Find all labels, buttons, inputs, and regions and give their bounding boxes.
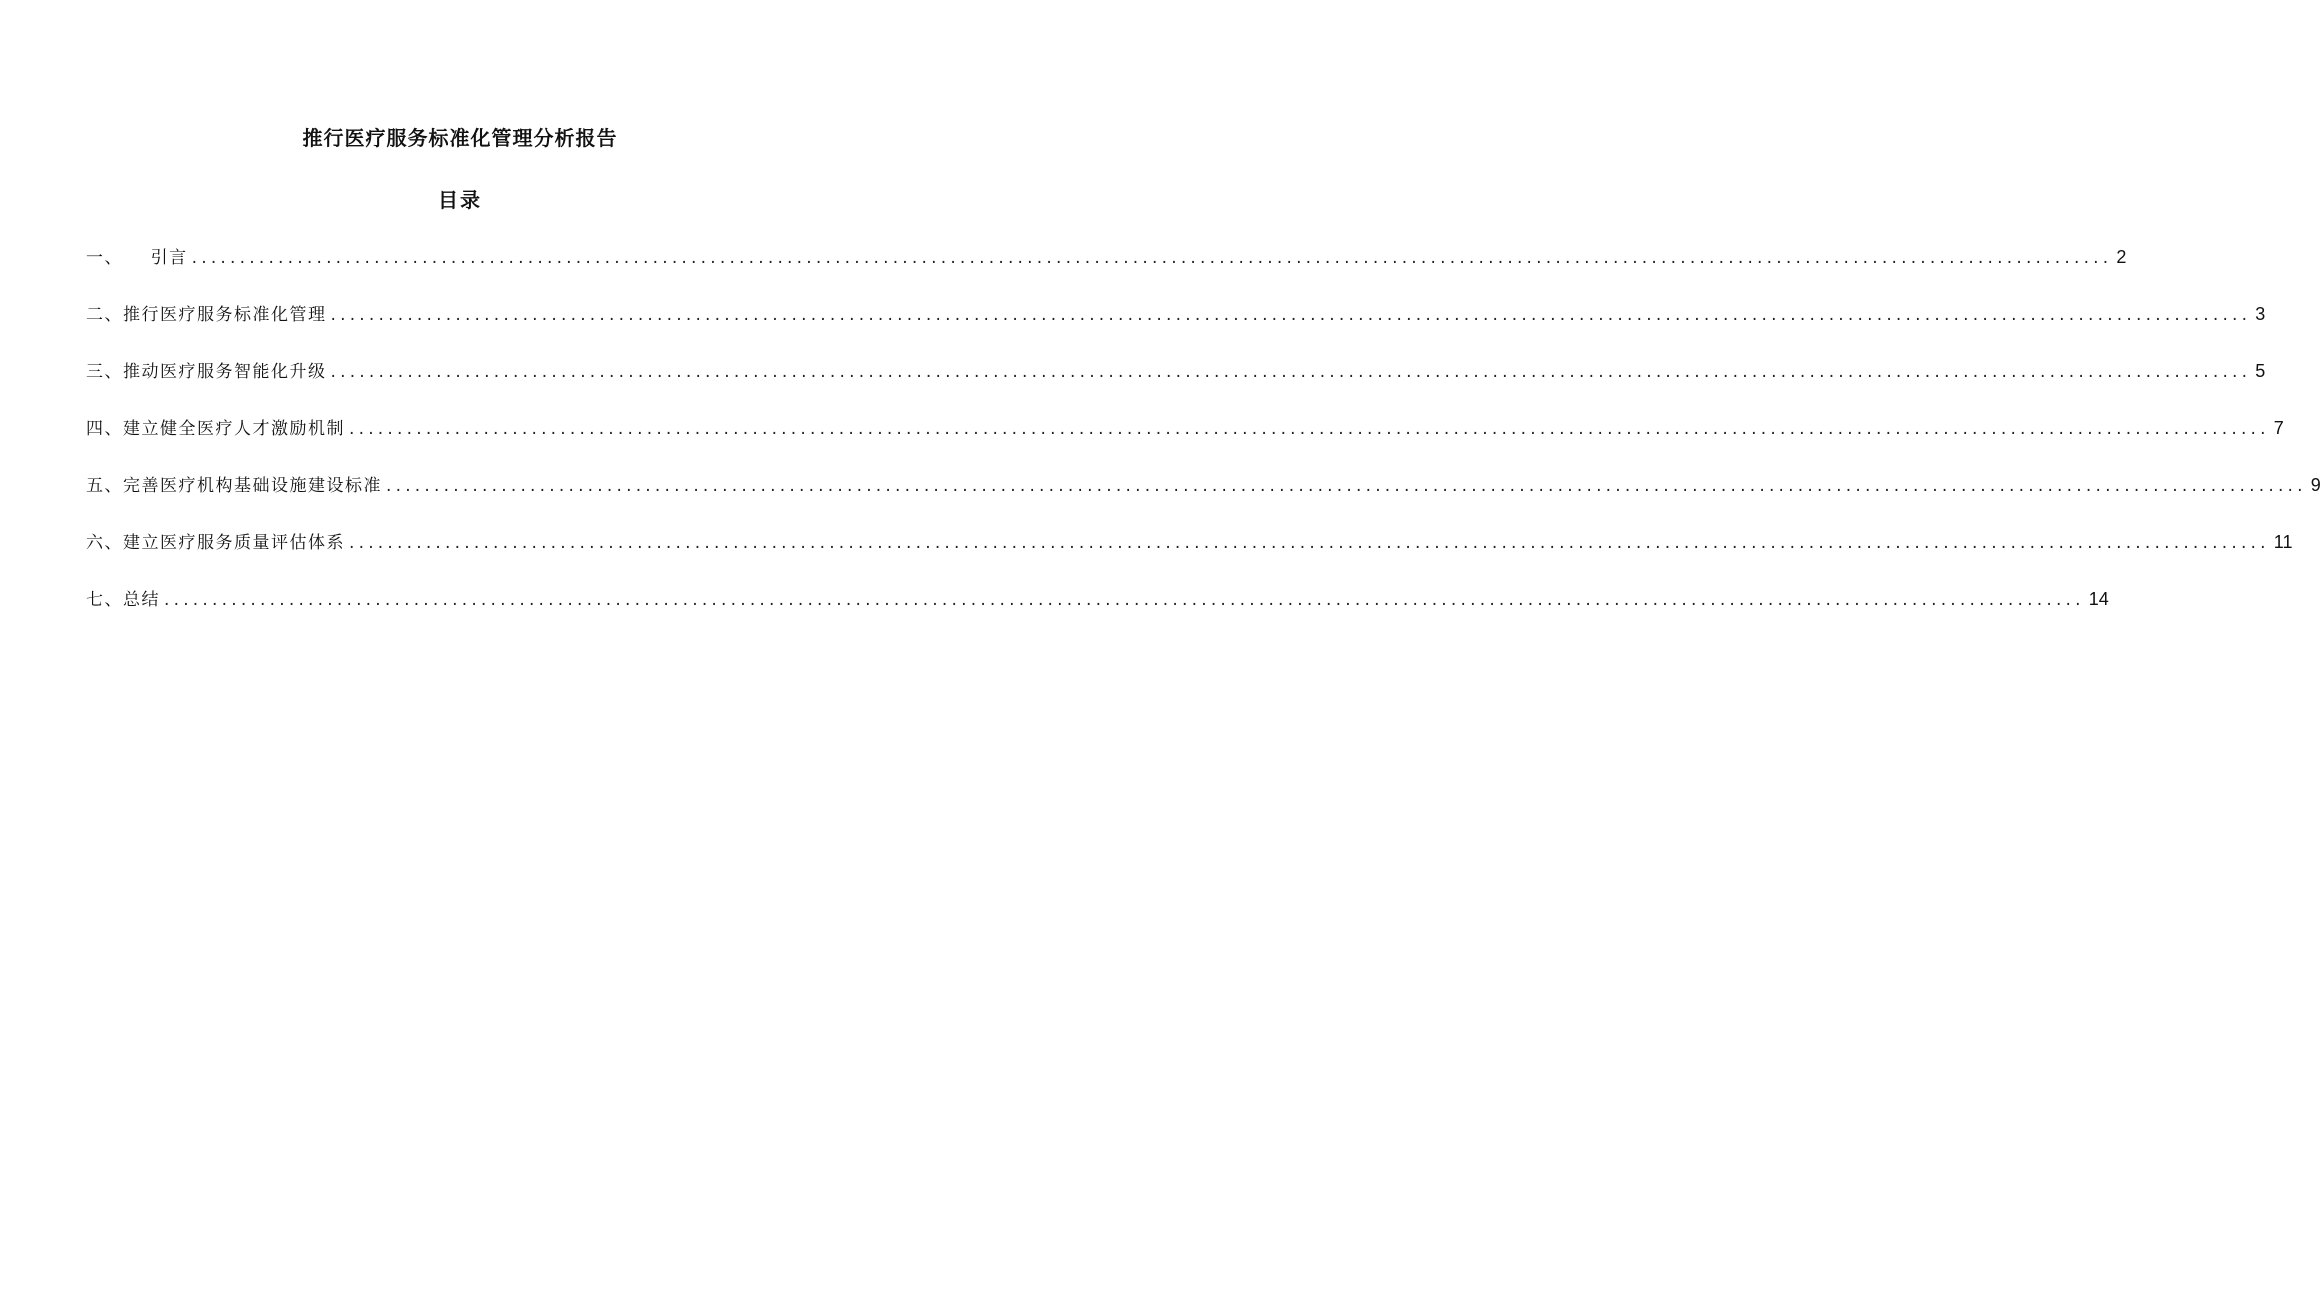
toc-dot-leader: ........................................................................................................................................................................................................: [330, 362, 2252, 382]
toc-entry-label: 一、 引言: [86, 248, 188, 268]
toc-entry-label: 六、建立医疗服务质量评估体系: [86, 533, 345, 553]
toc-heading: 目录: [438, 188, 482, 212]
toc-entry[interactable]: [86, 411, 2284, 468]
toc-dot-leader: ........................................................................................................................................................................................................: [386, 476, 2307, 496]
toc-dot-leader: ........................................................................................................................................................................................................: [191, 248, 2113, 268]
toc-entry[interactable]: [86, 468, 2321, 525]
toc-dot-leader: ........................................................................................................................................................................................................: [164, 590, 2085, 610]
toc-entry-page: 7: [2273, 418, 2284, 438]
toc-entry[interactable]: [86, 240, 2127, 297]
toc-entry-label: 五、完善医疗机构基础设施建设标准: [86, 476, 382, 496]
toc-entry-page: 14: [2088, 589, 2109, 609]
toc-entry-label: 三、推动医疗服务智能化升级: [86, 362, 327, 382]
toc-entry-label: 七、总结: [86, 590, 160, 610]
toc-entry-label: 二、推行医疗服务标准化管理: [86, 305, 327, 325]
toc-entry[interactable]: [86, 297, 2266, 354]
toc-entry-page: 3: [2255, 304, 2266, 324]
toc-entry-page: 2: [2116, 247, 2127, 267]
toc-entry[interactable]: [86, 354, 2266, 411]
toc-dot-leader: ........................................................................................................................................................................................................: [330, 305, 2252, 325]
toc-dot-leader: ........................................................................................................................................................................................................: [349, 533, 2270, 553]
toc-entry-label: 四、建立健全医疗人才激励机制: [86, 419, 345, 439]
toc-entry[interactable]: [86, 582, 2109, 639]
toc-entry-page: 11: [2273, 532, 2293, 552]
toc-entry[interactable]: [86, 525, 2293, 582]
toc-dot-leader: ........................................................................................................................................................................................................: [349, 419, 2270, 439]
toc-entry-page: 9: [2310, 475, 2321, 495]
table-of-contents: [86, 240, 2321, 639]
document-title: 推行医疗服务标准化管理分析报告: [302, 126, 618, 150]
toc-entry-page: 5: [2255, 361, 2266, 381]
